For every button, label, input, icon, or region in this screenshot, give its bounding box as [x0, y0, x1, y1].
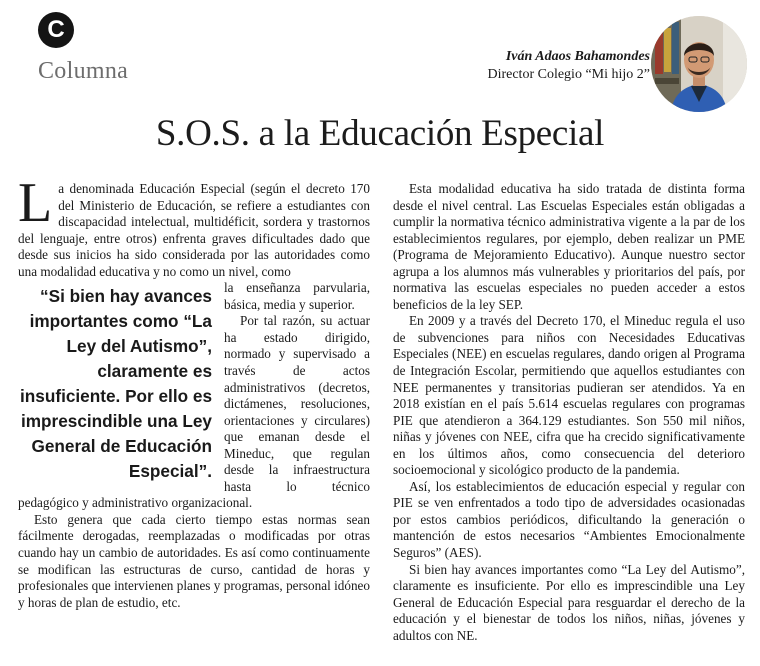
author-portrait-image [651, 16, 747, 112]
article-paragraph: Esta modalidad educativa ha sido tratada de distinta forma desde el nivel central. Las Escuelas Especiales están obligadas a cumplir la normativa técnico administrativa vigente a la par de los establecimientos regulares, por ejemplo, deben realizar un PME (Programa de Mejoramiento Educativo). Aunque nuestro sector agrupa a los alumnos más vulnerables y prioritarios del país, por normativa las escuelas especiales no pueden acceder a estos beneficios de la ley SEP. [393, 181, 745, 312]
author-byline [487, 48, 650, 84]
article-paragraph [18, 172, 370, 280]
article-paragraph: la enseñanza parvularia, básica, media y superior. [224, 280, 370, 312]
article-paragraph: Si bien hay avances importantes como “La Ley del Autismo”, claramente es insuficiente. Por ello es imprescindible una Ley General de Educación Especial para resguardar el derecho de la educación y el bienestar de todos los niños, niñas, jóvenes y adultos con NE. [393, 561, 745, 643]
article-column-left [18, 172, 370, 611]
column-badge: C [38, 12, 74, 48]
article-paragraph: Por tal razón, su actuar ha estado dirigido, normado y supervisado a través de actos administrativos (decretos, dictámenes, resoluciones, orientaciones y circulares) que emanan desde el Mineduc, que regulan desde la infraestructura hasta lo técnico pedagógico y administrativo organizacional. [18, 313, 370, 511]
drop-cap: L [18, 172, 53, 234]
author-name: Iván Adaos Bahamondes [505, 49, 650, 64]
article-paragraph: En 2009 y a través del Decreto 170, el Mineduc regula el uso de subvenciones para niños con Necesidades Educativas Especiales (NEE) en escuelas regulares, dando origen al Programa de Integración Escolar, permitiendo que aquellos estudiantes con NEE permanentes y transitorias pudieran ser atendidos. Ya en 2018 existían en el país 5.614 escuelas regulares con programas PIE que atendieron a 364.129 estudiantes. Son 550 mil niños, niñas y jóvenes con NEE, cifra que ha crecido significativamente en los últimos años, como consecuencia del deterioro socioemocional y sicológico producto de la pandemia. [393, 313, 745, 478]
author-role: Director Colegio “Mi hijo 2” [487, 67, 650, 82]
pull-quote [18, 284, 212, 484]
article-paragraph: Así, los establecimientos de educación especial y regular con PIE se ven enfrentados a todo tipo de adversidades ocasionadas por estos cambios periódicos, dificultando la generación o mantención de estos necesarios “Ambientes Emocionalmente Seguros” (AES). [393, 478, 745, 561]
pull-quote-text: “Si bien hay avances importantes como “La Ley del Autismo”, claramente es insuficiente. Por ello es imprescindible una Ley General de Educación Especial”. [20, 286, 212, 482]
intro-text: a denominada Educación Especial (según el decreto 170 del Ministerio de Educación, se refiere a estudiantes con discapacidad intelectual, multidéficit, sordera y trastornos del lenguaje, entre otros) enfrenta graves dificultades dado que desde sus inicios ha sido considerada por las autoridades como una modalidad educativa y no como un nivel, como [18, 181, 370, 279]
author-photo [651, 16, 747, 112]
article-column-right [393, 181, 745, 644]
section-label: Columna [38, 58, 129, 84]
article-headline: S.O.S. a la Educación Especial [155, 113, 605, 154]
article-paragraph: Esto genera que cada cierto tiempo estas normas sean fácilmente derogadas, reemplazadas o modificadas por otras cuando hay un cambio de autoridades. Es así como continuamente se modifican las estructuras de curso, cantidad de horas y profesionales que intervienen planes y programas, personal idóneo y horas de plan de estudio, etc. [18, 511, 370, 610]
